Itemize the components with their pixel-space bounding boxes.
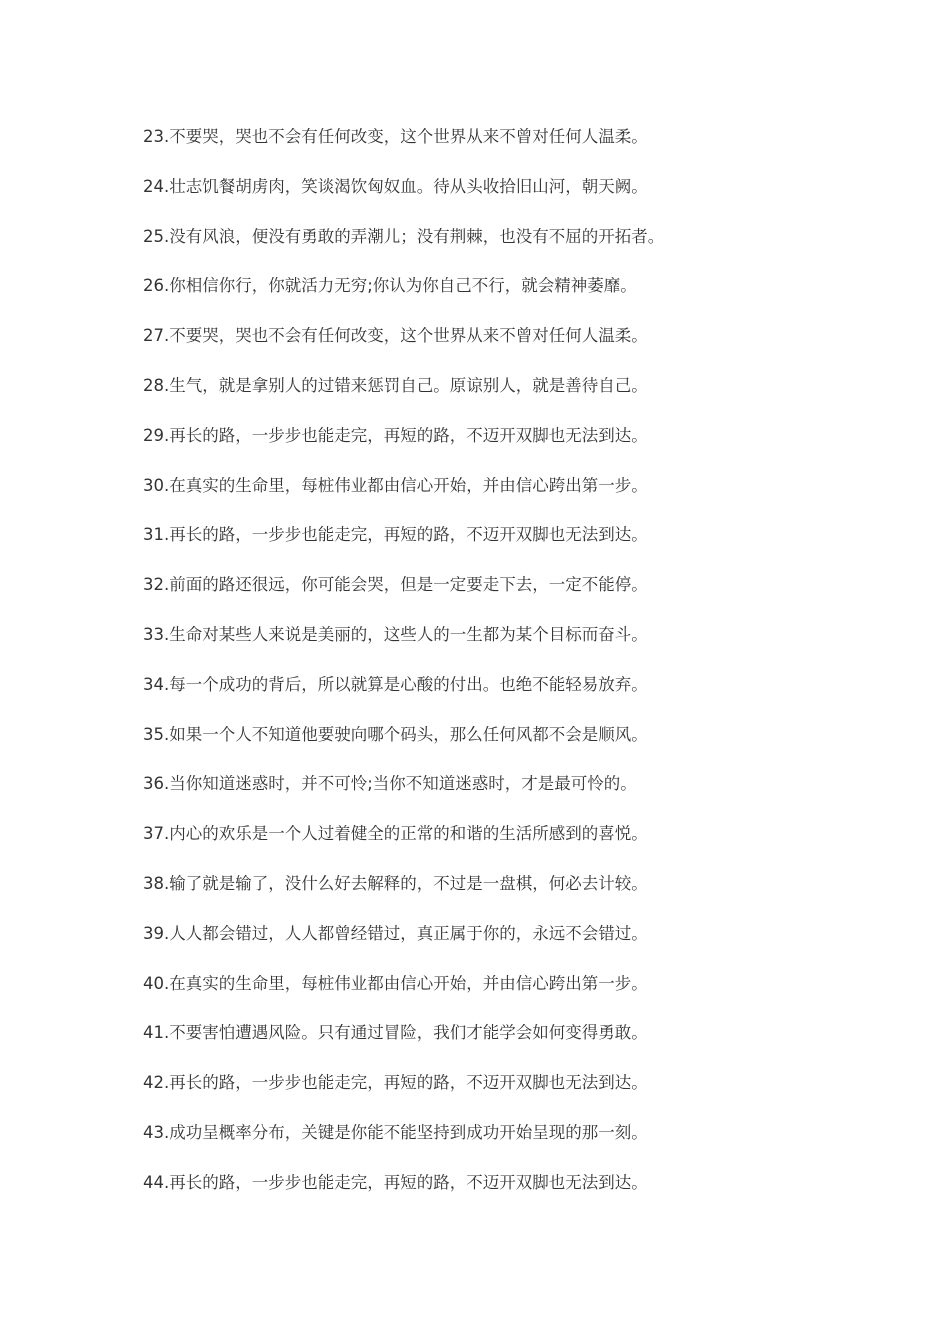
quote-line: 33.生命对某些人来说是美丽的，这些人的一生都为某个目标而奋斗。	[143, 624, 648, 644]
quote-line: 40.在真实的生命里，每桩伟业都由信心开始，并由信心跨出第一步。	[143, 973, 648, 993]
quote-line: 44.再长的路，一步步也能走完，再短的路，不迈开双脚也无法到达。	[143, 1172, 648, 1192]
quote-line: 31.再长的路，一步步也能走完，再短的路，不迈开双脚也无法到达。	[143, 525, 648, 545]
quote-line: 27.不要哭，哭也不会有任何改变，这个世界从来不曾对任何人温柔。	[143, 326, 648, 346]
quote-line: 36.当你知道迷惑时，并不可怜;当你不知道迷惑时，才是最可怜的。	[143, 774, 637, 794]
quote-line: 30.在真实的生命里，每桩伟业都由信心开始，并由信心跨出第一步。	[143, 475, 648, 495]
quote-line: 24.壮志饥餐胡虏肉，笑谈渴饮匈奴血。待从头收拾旧山河，朝天阙。	[143, 176, 648, 196]
quote-list	[143, 124, 843, 1220]
quote-line: 43.成功呈概率分布，关键是你能不能坚持到成功开始呈现的那一刻。	[143, 1122, 648, 1142]
quote-line: 42.再长的路，一步步也能走完，再短的路，不迈开双脚也无法到达。	[143, 1073, 648, 1093]
quote-line: 35.如果一个人不知道他要驶向哪个码头，那么任何风都不会是顺风。	[143, 724, 648, 744]
quote-line: 39.人人都会错过，人人都曾经错过，真正属于你的，永远不会错过。	[143, 923, 648, 943]
quote-line: 29.再长的路，一步步也能走完，再短的路，不迈开双脚也无法到达。	[143, 425, 648, 445]
quote-line: 41.不要害怕遭遇风险。只有通过冒险，我们才能学会如何变得勇敢。	[143, 1023, 648, 1043]
quote-line: 32.前面的路还很远，你可能会哭，但是一定要走下去，一定不能停。	[143, 575, 648, 595]
quote-line: 26.你相信你行，你就活力无穷;你认为你自己不行，就会精神萎靡。	[143, 276, 637, 296]
quote-line: 23.不要哭，哭也不会有任何改变，这个世界从来不曾对任何人温柔。	[143, 127, 648, 146]
quote-line: 37.内心的欢乐是一个人过着健全的正常的和谐的生活所感到的喜悦。	[143, 824, 648, 844]
quote-line: 28.生气，就是拿别人的过错来惩罚自己。原谅别人，就是善待自己。	[143, 375, 648, 395]
quote-line: 38.输了就是输了，没什么好去解释的，不过是一盘棋，何必去计较。	[143, 873, 648, 893]
quote-line: 34.每一个成功的背后，所以就算是心酸的付出。也绝不能轻易放弃。	[143, 674, 648, 694]
quote-line: 25.没有风浪，便没有勇敢的弄潮儿；没有荆棘，也没有不屈的开拓者。	[143, 226, 665, 246]
